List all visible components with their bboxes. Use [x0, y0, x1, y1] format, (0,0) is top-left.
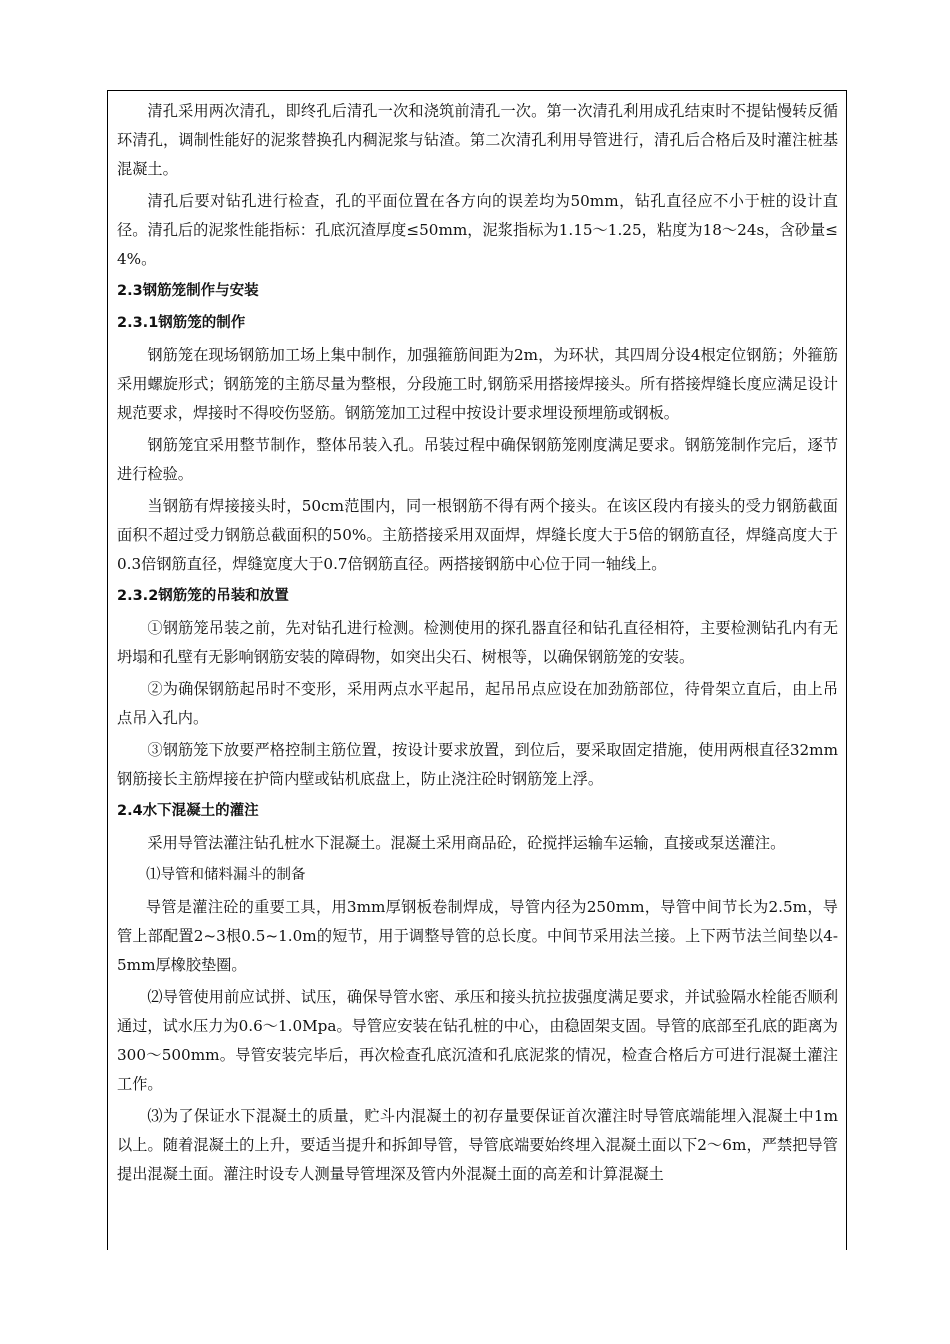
- paragraph-weld-joints: 当钢筋有焊接接头时，50cm范围内，同一根钢筋不得有两个接头。在该区段内有接头的受力钢筋截面面积不超过受力钢筋总截面积的50%。主筋搭接采用双面焊，焊缝长度大于5倍的钢筋直径，焊缝高度大于0.3倍钢筋直径，焊缝宽度大于0.7倍钢筋直径。两搭接钢筋中心位于同一轴线上。: [117, 497, 838, 573]
- paragraph-conduit-testing: ⑵导管使用前应试拼、试压，确保导管水密、承压和接头抗拉拔强度满足要求，并试验隔水栓能否顺利通过，试水压力为0.6～1.0Mpa。导管应安装在钻孔桩的中心，由稳固架支固。导管的底部至孔底的距离为300～500mm。导管安装完毕后，再次检查孔底沉渣和孔底泥浆的情况，检查合格后方可进行混凝土灌注工作。: [117, 988, 838, 1093]
- heading-2-3: 2.3钢筋笼制作与安装: [117, 283, 259, 299]
- paragraph-conduit-spec: 导管是灌注砼的重要工具，用3mm厚钢板卷制焊成，导管内径为250mm，导管中间节长为2.5m，导管上部配置2~3根0.5~1.0m的短节，用于调整导管的总长度。中间节采用法兰接。上下两节法兰间垫以4-5mm厚橡胶垫圈。: [117, 898, 838, 974]
- paragraph-cleaning-method: 清孔采用两次清孔，即终孔后清孔一次和浇筑前清孔一次。第一次清孔利用成孔结束时不提钻慢转反循环清孔，调制性能好的泥浆替换孔内稠泥浆与钻渣。第二次清孔利用导管进行，清孔后合格后及时灌注桩基混凝土。: [117, 102, 838, 178]
- paragraph-hoist-step-2: ②为确保钢筋起吊时不变形，采用两点水平起吊，起吊吊点应设在加劲筋部位，待骨架立直后，由上吊点吊入孔内。: [117, 680, 838, 727]
- paragraph-concrete-quality: ⑶为了保证水下混凝土的质量，贮斗内混凝土的初存量要保证首次灌注时导管底端能埋入混凝土中1m以上。随着混凝土的上升，要适当提升和拆卸导管，导管底端要始终埋入混凝土面以下2～6m，严禁把导管提出混凝土面。灌注时设专人测量导管埋深及管内外混凝土面的高差和计算混凝土: [117, 1107, 838, 1183]
- paragraph-cleaning-inspection: 清孔后要对钻孔进行检查，孔的平面位置在各方向的误差均为50mm，钻孔直径应不小于桩的设计直径。清孔后的泥浆性能指标：孔底沉渣厚度≤50mm，泥浆指标为1.15～1.25，粘度为18～24s，含砂量≤4%。: [117, 192, 838, 268]
- paragraph-concrete-method: 采用导管法灌注钻孔桩水下混凝土。混凝土采用商品砼，砼搅拌运输车运输，直接或泵送灌注。: [147, 834, 786, 852]
- paragraph-cage-fabrication: 钢筋笼在现场钢筋加工场上集中制作，加强箍筋间距为2m，为环状，其四周分设4根定位钢筋；外箍筋采用螺旋形式；钢筋笼的主筋尽量为整根，分段施工时,钢筋采用搭接焊接头。所有搭接焊缝长度应满足设计规范要求，焊接时不得咬伤竖筋。钢筋笼加工过程中按设计要求埋设预埋筋或钢板。: [117, 346, 838, 422]
- document-body: [108, 91, 846, 1189]
- heading-2-3-1: 2.3.1钢筋笼的制作: [117, 315, 246, 331]
- paragraph-cage-whole-section: 钢筋笼宜采用整节制作，整体吊装入孔。吊装过程中确保钢筋笼刚度满足要求。钢筋笼制作完后，逐节进行检验。: [117, 436, 838, 483]
- document-frame: [107, 90, 847, 1250]
- heading-2-3-2: 2.3.2钢筋笼的吊装和放置: [117, 588, 289, 604]
- subheading-conduit-hopper: ⑴导管和储料漏斗的制备: [146, 867, 306, 883]
- heading-2-4: 2.4水下混凝土的灌注: [117, 803, 259, 819]
- paragraph-hoist-step-1: ①钢筋笼吊装之前，先对钻孔进行检测。检测使用的探孔器直径和钻孔直径相符，主要检测钻孔内有无坍塌和孔壁有无影响钢筋安装的障碍物，如突出尖石、树根等，以确保钢筋笼的安装。: [117, 619, 838, 666]
- paragraph-hoist-step-3: ③钢筋笼下放要严格控制主筋位置，按设计要求放置，到位后，要采取固定措施，使用两根直径32mm钢筋接长主筋焊接在护筒内壁或钻机底盘上，防止浇注砼时钢筋笼上浮。: [117, 741, 838, 788]
